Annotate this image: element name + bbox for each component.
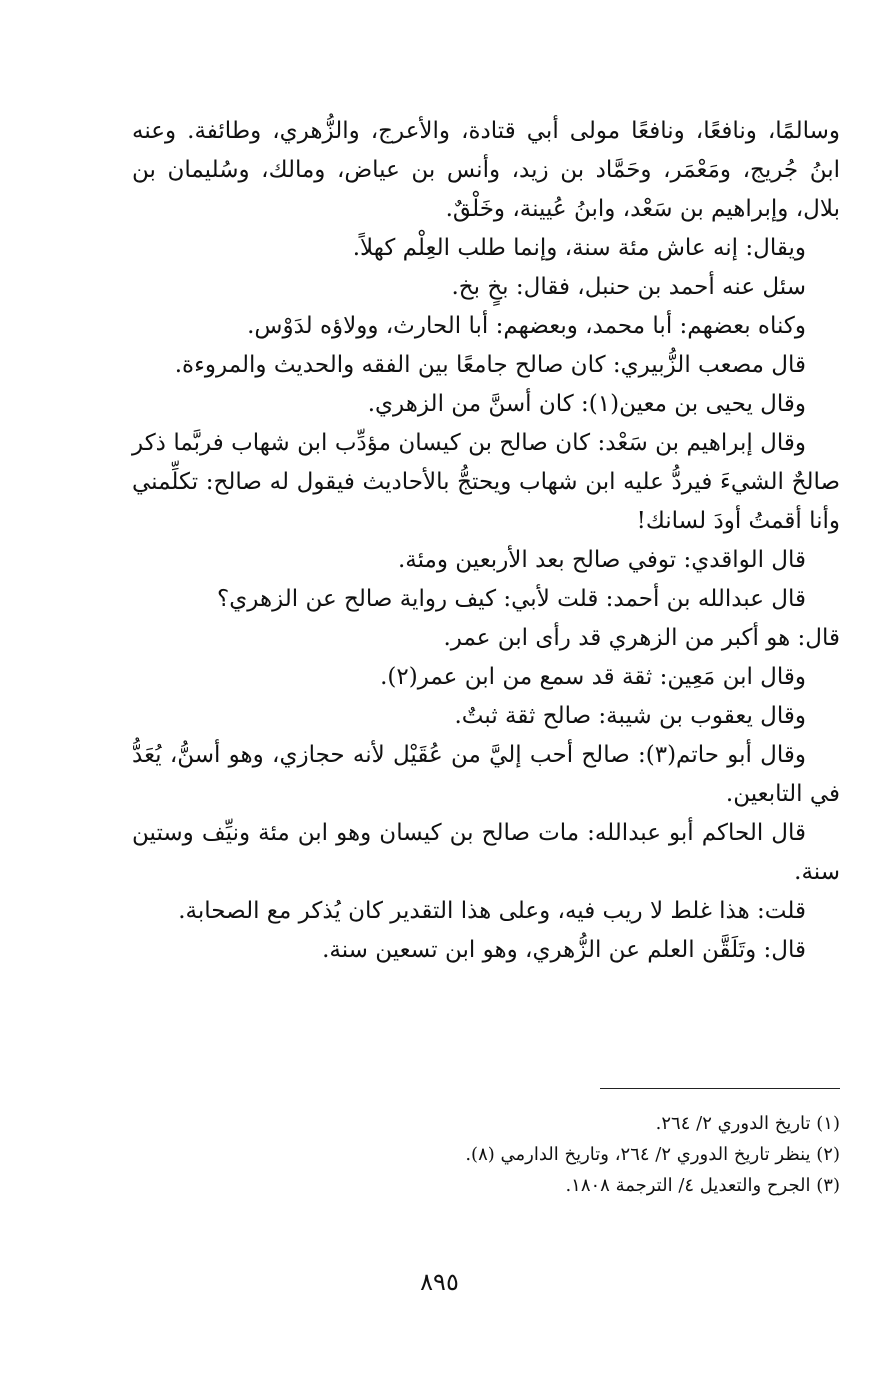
footnote-2: (٢) ينظر تاريخ الدوري ٢/ ٢٦٤، وتاريخ الدارمي (٨).: [465, 1144, 840, 1165]
paragraph-ibn-main-2: وقال ابن مَعِين: ثقة قد سمع من ابن عمر(٢).: [380, 664, 806, 690]
paragraph-age: ويقال: إنه عاش مئة سنة، وإنما طلب العِلْم كهلاً.: [352, 235, 806, 261]
paragraph-abu-hatim: وقال أبو حاتم(٣): صالح أحب إليَّ من عُقَيْل لأنه حجازي، وهو أسنُّ، يُعَدُّ في التابعين.: [132, 742, 840, 807]
paragraph-qultu: قلت: هذا غلط لا ريب فيه، وعلى هذا التقدير كان يُذكر مع الصحابة.: [178, 898, 806, 924]
paragraph-hakim: قال الحاكم أبو عبدالله: مات صالح بن كيسان وهو ابن مئة ونيِّف وستين سنة.: [132, 820, 840, 885]
paragraph-kunya: وكناه بعضهم: أبا محمد، وبعضهم: أبا الحارث، وولاؤه لدَوْس.: [247, 313, 806, 339]
paragraph-musab: قال مصعب الزُّبيري: كان صالح جامعًا بين الفقه والحديث والمروءة.: [174, 352, 806, 378]
footnote-divider: [600, 1088, 840, 1089]
paragraph-talaqqun: قال: وتَلَقَّن العلم عن الزُّهري، وهو ابن تسعين سنة.: [322, 937, 806, 963]
page-number: ٨٩٥: [420, 1268, 459, 1296]
paragraph-abdullah: قال عبدالله بن أحمد: قلت لأبي: كيف رواية صالح عن الزهري؟: [217, 586, 806, 612]
paragraph-ahmad: سئل عنه أحمد بن حنبل، فقال: بخٍ بخ.: [451, 274, 806, 300]
paragraph-ibn-main: وقال يحيى بن معين(١): كان أسنَّ من الزهري.: [367, 391, 806, 417]
paragraph-ibrahim: وقال إبراهيم بن سَعْد: كان صالح بن كيسان مؤدِّب ابن شهاب فربَّما ذكر صالحٌ الشيءَ فيردُّ عليه ابن شهاب ويحتجُّ بالأحاديث فيقول له صالح: تكلِّمني وأنا أقمتُ أودَ لسانك!: [132, 430, 840, 534]
main-text: [132, 112, 840, 970]
footnote-1: (١) تاريخ الدوري ٢/ ٢٦٤.: [655, 1113, 840, 1134]
footnotes: [132, 1108, 840, 1201]
paragraph-yaqub: وقال يعقوب بن شيبة: صالح ثقة ثبتٌ.: [454, 703, 806, 729]
paragraph-waqidi: قال الواقدي: توفي صالح بعد الأربعين ومئة.: [397, 547, 806, 573]
paragraph-answer: قال: هو أكبر من الزهري قد رأى ابن عمر.: [443, 625, 840, 651]
paragraph-narrators: وسالمًا، ونافعًا، ونافعًا مولى أبي قتادة، والأعرج، والزُّهري، وطائفة. وعنه ابنُ جُريج، ومَعْمَر، وحَمَّاد بن زيد، وأنس بن عياض، ومالك، وسُليمان بن بلال، وإبراهيم بن سَعْد، وابنُ عُيينة، وخَلْقٌ.: [132, 118, 840, 222]
footnote-3: (٣) الجرح والتعديل ٤/ الترجمة ١٨٠٨.: [565, 1175, 840, 1196]
